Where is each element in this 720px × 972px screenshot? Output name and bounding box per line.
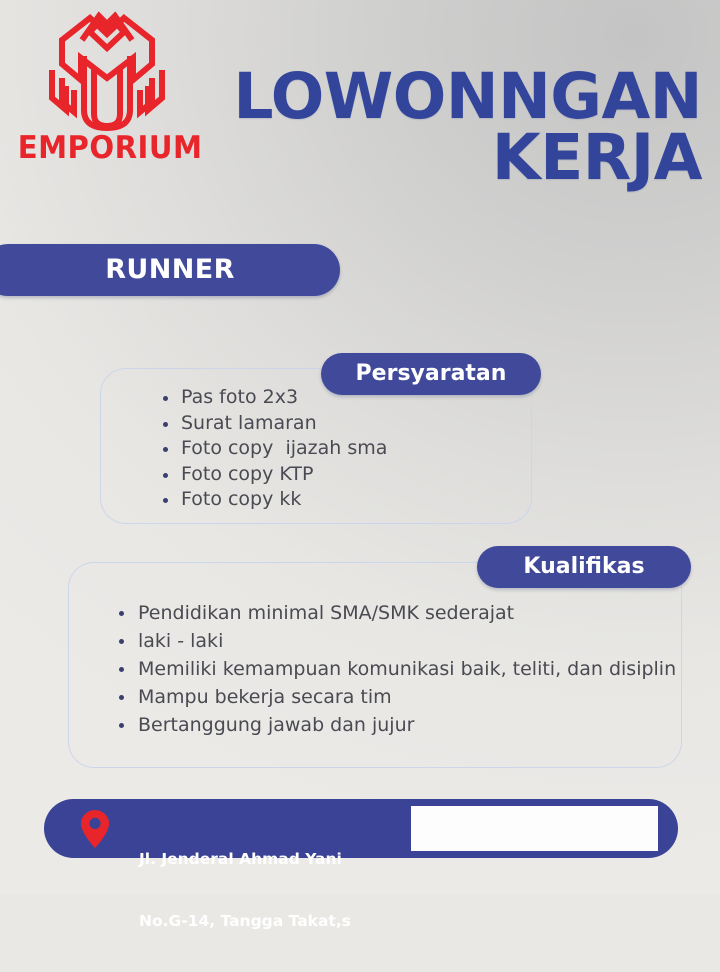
page-title	[192, 60, 702, 195]
page-title-line-2: KERJA	[491, 121, 702, 195]
requirements-heading-badge	[321, 353, 541, 395]
list-item: Surat lamaran	[159, 411, 519, 437]
role-title: RUNNER	[105, 254, 235, 285]
qualifications-heading-badge	[477, 546, 691, 588]
address-line-1: Jl. Jenderal Ahmad Yani	[139, 850, 342, 868]
page-title-line-1: LOWONNGAN	[233, 60, 702, 133]
list-item: Pendidikan minimal SMA/SMK sederajat	[114, 599, 674, 627]
footer-contact-bar	[44, 799, 678, 930]
address-block	[139, 808, 351, 972]
address-line-2: No.G-14, Tangga Takat,s	[139, 911, 351, 930]
contact-info-blank-box	[411, 806, 658, 851]
role-banner	[0, 244, 340, 296]
map-pin-icon	[80, 809, 110, 849]
poster-header	[0, 0, 720, 228]
emporium-hexagon-logo	[32, 6, 182, 134]
qualifications-card	[68, 562, 682, 768]
list-item: laki - laki	[114, 627, 674, 655]
list-item: Foto copy KTP	[159, 462, 519, 488]
list-item: Memiliki kemampuan komunikasi baik, teliti, dan disiplin	[114, 655, 674, 683]
brand-name: EMPORIUM	[17, 130, 203, 166]
requirements-heading: Persyaratan	[355, 361, 507, 386]
qualifications-list	[114, 599, 677, 739]
list-item: Pas foto 2x3	[159, 385, 519, 411]
list-item: Foto copy ijazah sma	[159, 436, 519, 462]
brand-lockup	[12, 6, 202, 176]
requirements-list	[159, 385, 519, 513]
list-item: Foto copy kk	[159, 487, 519, 513]
list-item: Mampu bekerja secara tim	[114, 683, 674, 711]
qualifications-heading: Kualifikas	[523, 554, 645, 579]
list-item: Bertanggung jawab dan jujur	[114, 711, 674, 739]
